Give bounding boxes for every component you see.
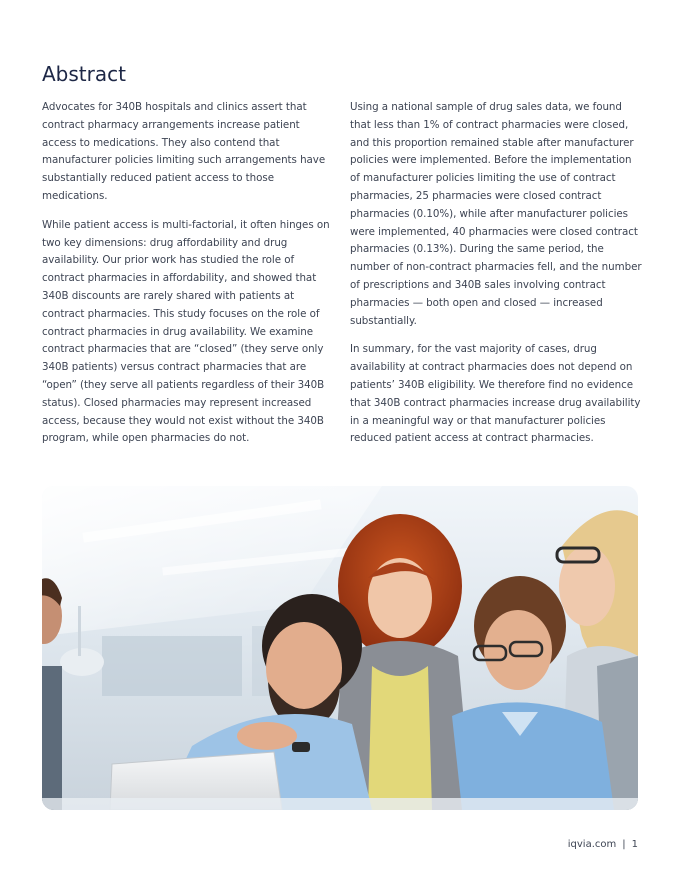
abstract-left-column: [42, 99, 334, 459]
page-footer: [568, 838, 638, 852]
abstract-paragraph: Advocates for 340B hospitals and clinics assert that contract pharmacy arrangements increase patient access to medications. They also contend that manufacturer policies limiting such arrangements have substantially reduced patient access to those medications.: [42, 101, 326, 202]
page-number: 1: [631, 839, 638, 850]
team-meeting-photo: [42, 486, 638, 810]
abstract-paragraph: Using a national sample of drug sales data, we found that less than 1% of contract pharmacies were closed, and this proportion remained stable after manufacturer policies were implemented. Before the implementation of manufacturer policies limiting the use of contract pharmacies, 25 pharmacies were closed contract pharmacies (0.10%), while after manufacturer policies were implemented, 40 pharmacies were closed contract pharmacies (0.13%). During the same period, the number of non-contract pharmacies fell, and the number of prescriptions and 340B sales involving contract pharmacies — both open and closed — increased substantially.: [350, 101, 642, 327]
page-title: Abstract: [42, 62, 126, 86]
abstract-paragraph: While patient access is multi-factorial, it often hinges on two key dimensions: drug affordability and drug availability. Our prior work has studied the role of contract pharmacies in affordability, and showed that 340B discounts are rarely shared with patients at contract pharmacies. This study focuses on the role of contract pharmacies in drug availability. We examine contract pharmacies that are “closed” (they serve only 340B patients) versus contract pharmacies that are “open” (they serve all patients regardless of their 340B status). Closed pharmacies may represent increased access, because they would not exist without the 340B program, while open pharmacies do not.: [42, 218, 330, 445]
footer-site-link[interactable]: iqvia.com: [567, 839, 617, 850]
footer-separator: |: [622, 839, 626, 850]
abstract-paragraph: In summary, for the vast majority of cases, drug availability at contract pharmacies does not depend on patients’ 340B eligibility. We therefore find no evidence that 340B contract pharmacies increase drug availability in a meaningful way or that manufacturer policies reduced patient access at contract pharmacies.: [350, 343, 641, 445]
abstract-right-column: [350, 99, 642, 459]
